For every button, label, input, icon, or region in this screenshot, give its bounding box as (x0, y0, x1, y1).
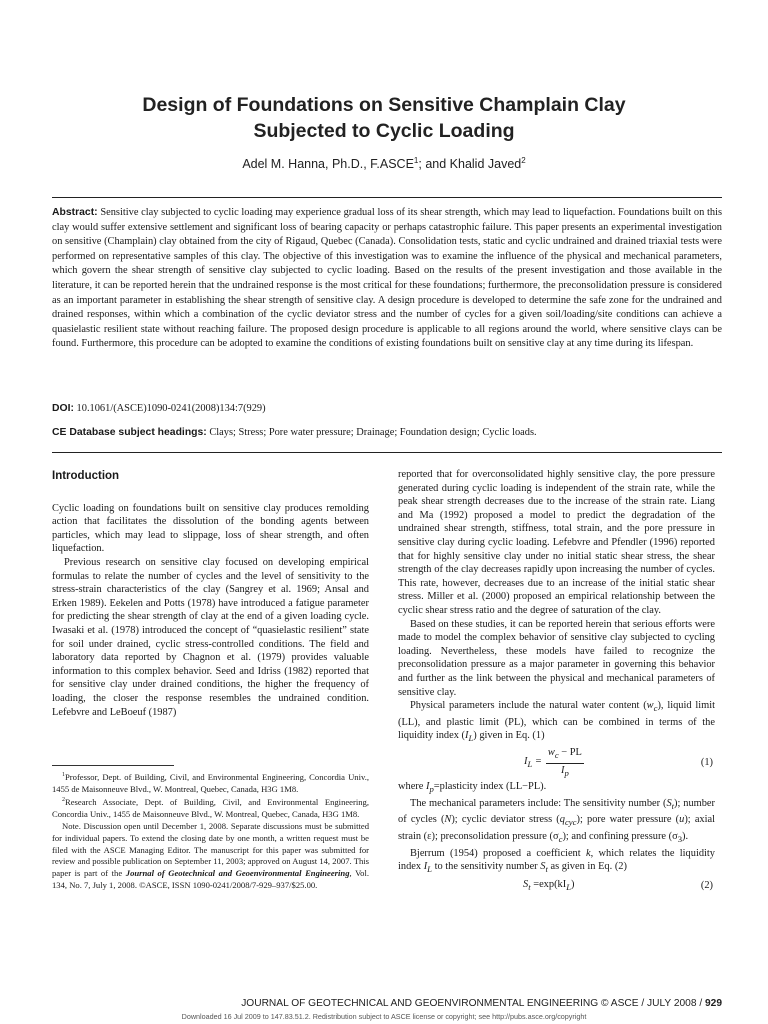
paper-title (40, 92, 728, 144)
doi-label: DOI: (52, 403, 74, 414)
footnote-divider (52, 765, 174, 766)
author-1: Adel M. Hanna, Ph.D., F.ASCE (242, 157, 414, 172)
equation-2-expression: $S_t =\exp(kI_L)$ (523, 878, 575, 892)
footnote-2-marker: 2 (62, 797, 65, 804)
subject-headings (52, 427, 722, 438)
paragraph: Previous research on sensitive clay focused on developing empirical formulas to relate the number of cycles and the level of sensitivity to the stress-strain characteristics of the clay (Sangrey et al. 1969; Ansal and Erken 1989). Eekelen and Potts (1978) have introduced a fatigue parameter for predicting the shear strength of clay at the end of a given loading cycle. Iwasaki et al. (1978) introduced the concept of “quasielastic resilient” state for soil under drained, cyclic stress-controlled conditions. The field and laboratory data reported by Chagnon et al. (1979) provides valuable information to this complex behavior. Seed and Idriss (1982) reported that for sensitive clay under drained conditions, the higher the frequency of loading, the closer the response resembles the undrained condition. Lefebvre and LeBoeuf (1987) (52, 556, 369, 718)
doi-value[interactable]: 10.1061/(ASCE)1090-0241(2008)134:7(929) (76, 403, 266, 414)
journal-footer (52, 998, 722, 1009)
abstract (52, 206, 722, 352)
subject-headings-value: Clays; Stress; Pore water pressure; Drainage; Foundation design; Cyclic loads. (209, 427, 537, 438)
equation-1-expression: $I_L$ = $\frac{w_c - PL}{I_p}$ (524, 746, 582, 778)
footnote-1-text: Professor, Dept. of Building, Civil, and Environmental Engineering, Concordia Univ., 1455 de Maisonneuve Blvd., W. Montreal, Quebec, Canada, H3G 1M8. (52, 771, 369, 794)
author-line (40, 156, 728, 171)
equation-1-number: (1) (700, 757, 713, 769)
top-divider (52, 197, 722, 198)
paragraph: Cyclic loading on foundations built on sensitive clay produces remolding action that facilitates the dissolution of the bonding agents between particles, which may lead to slippage, loss of shear strength, and often liquefaction. (52, 502, 369, 555)
download-notice: Downloaded 16 Jul 2009 to 147.83.51.2. Redistribution subject to ASCE license or copyright; see http://pubs.asce.org/copyright (181, 1012, 587, 1021)
journal-footer-text: JOURNAL OF GEOTECHNICAL AND GEOENVIRONMENTAL ENGINEERING © ASCE / JULY 2008 / (241, 998, 703, 1009)
author-2-affil: 2 (521, 156, 526, 165)
note-end: , Vol. 134, No. 7, July 1, 2008. ©ASCE, ISSN 1090-0241/2008/7-929–937/$25.00. (52, 868, 370, 890)
bottom-divider (52, 452, 722, 453)
abstract-text: Sensitive clay subjected to cyclic loading may experience gradual loss of its shear strength, which may lead to liquefaction. Foundations built on this clay would suffer extensive settlement and significant loss of bearing capacity or perhaps catastrophic failure. This paper presents an experimental investigation on sensitive (Champlain) clay obtained from the city of Rigaud, Quebec (Canada). Consolidation tests, static and cyclic undrained and drained triaxial tests were performed on representative samples of this clay. The objective of this investigation was to examine the influence of the physical and mechanical parameters, which govern the shear strength of sensitive clay subjected to cyclic loading. Based on the results of the present investigation and those available in the literature, it can be reported herein that the undrained response is the most critical for these foundations; furthermore, the preconsolidation pressure is considered as an important parameter in establishing the shear strength of sensitive clay. A design procedure is developed to determine the safe zone for the undrained and drained responses, within which a combination of the cyclic deviator stress and the number of cycles for a given soil/loading/site conditions can achieve a quasielastic resilient state without reaching failure. The proposed design procedure is applicable to all regions around the world, where sensitive clays can be found. Furthermore, this procedure can be adopted to examine the conditions of existing foundations built on sensitive clay at any time during its lifespan. (52, 207, 722, 350)
page-number: 929 (705, 998, 722, 1009)
left-column (52, 470, 369, 719)
author-1-affil: 1 (413, 156, 419, 165)
paragraph: reported that for overconsolidated highly sensitive clay, the pore pressure generated during cyclic loading is independent of the strain rate, while the peak shear strength decreases due to the increase of the strain rate. Liang and Ma (1992) proposed a model to predict the degradation of the undrained shear strength, stiffness, total strain, and the pore pressure in sensitive clay during cyclic loading. Lefebvre and Pfendler (1996) reported that for highly sensitive clay under no initial static shear stress, the shear strength of the clay decreases rapidly upon increasing the number of cycles. This rate, however, decreases due to an increase of the initial static shear stress. Miller et al. (2000) proposed an empirical relationship between the cyclic shear stress ratio and the degree of saturation of the clay. (398, 469, 715, 616)
paragraph: Physical parameters include the natural water content $(w_c)$, liquid limit (LL), and plastic limit (PL), which can be combined in terms of the liquidity index $(I_L)$ given in Eq. (1) (398, 700, 715, 744)
note-journal-name: Journal of Geotechnical and Geoenvironmental Engineering (125, 868, 350, 879)
where-clause: where $I_p=plasticity$ index (LL−PL). (398, 781, 547, 795)
discussion-note (52, 821, 369, 892)
paragraph: The mechanical parameters include: The sensitivity number $(S_t)$; number of cycles (N); cyclic deviator stress $(q_{cyc})$; pore water pressure (u); axial strain (ε); preconsolidation pressure $(\sigma_c)$; and confining pressure $(\sigma_3)$. (398, 797, 716, 845)
paragraph: Based on these studies, it can be reported herein that serious efforts were made to model the complex behavior of sensitive clay subjected to cycling loading. Nevertheless, these models have failed to recognize the preconsolidation pressure as a major parameter in governing this behavior and further as the link between the physical and mechanical parameters of sensitive clay. (398, 618, 715, 698)
title-line-1: Design of Foundations on Sensitive Champlain Clay (142, 94, 626, 116)
footnote-2 (52, 795, 369, 820)
footnotes (52, 770, 369, 892)
title-line-2: Subjected to Cyclic Loading (253, 120, 515, 142)
equation-2-number: (2) (700, 880, 713, 892)
doi-line (52, 403, 722, 414)
author-2: ; and Khalid Javed (418, 157, 522, 172)
paragraph: Bjerrum (1954) proposed a coefficient k, which relates the liquidity index $I_L$ to the sensitivity number $S_t$ as given in Eq. (2) (398, 847, 715, 875)
right-column (398, 468, 715, 895)
note-text: Note. Discussion open until December 1, 2008. Separate discussions must be submitted for individual papers. To extend the closing date by one month, a written request must be filed with the ASCE Managing Editor. The manuscript for this paper was submitted for review and possible publication on September 11, 2003; approved on August 14, 2007. This paper is part of the (52, 820, 369, 879)
footnote-1-marker: 1 (62, 772, 65, 778)
equation-2 (398, 877, 715, 895)
footnote-2-text: Research Associate, Dept. of Building, Civil, and Environmental Engineering, Concordia Univ., 1455 de Maisonneuve Blvd., W. Montreal, Quebec, Canada, H3G 1M8. (52, 797, 369, 820)
equation-1 (398, 746, 715, 780)
subject-headings-label: CE Database subject headings: (52, 427, 207, 438)
abstract-label: Abstract: (52, 207, 98, 218)
footnote-1 (52, 770, 369, 795)
section-title-introduction: Introduction (52, 470, 120, 482)
